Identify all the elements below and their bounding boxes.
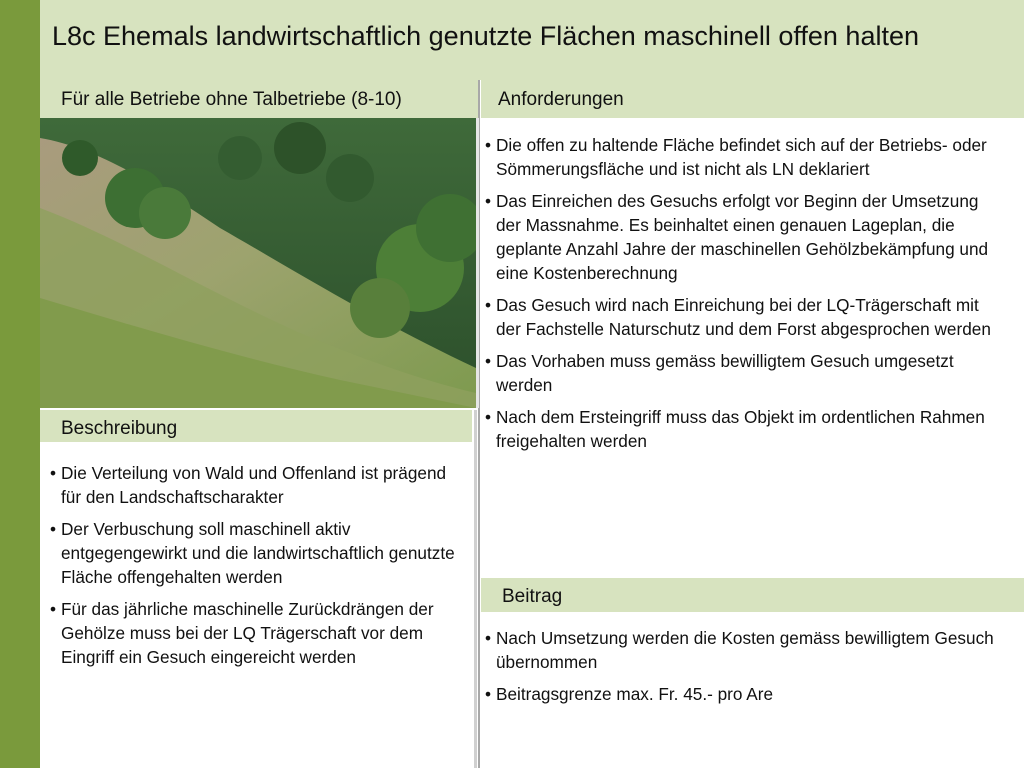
list-item [50, 597, 465, 669]
list-item-text: Der Verbuschung soll maschinell aktiv entgegengewirkt und die landwirtschaftlich genutzte Fläche offengehalten werden [61, 519, 455, 587]
hillside-photo [40, 118, 479, 408]
list-item [485, 189, 995, 285]
list-item-text: Das Vorhaben muss gemäss bewilligtem Gesuch umgesetzt werden [496, 351, 954, 395]
list-item-text: Das Einreichen des Gesuchs erfolgt vor Beginn der Umsetzung der Massnahme. Es beinhaltet einen genauen Lageplan, die geplante Anzahl Jahre der maschinellen Gehölzbekämpfung und eine Kostenberechnung [496, 191, 989, 283]
title-band [40, 0, 1024, 80]
hillside-photo-graphic [40, 118, 476, 408]
list-item-text: Für das jährliche maschinelle Zurückdrängen der Gehölze muss bei der LQ Trägerschaft vor dem Eingriff ein Gesuch eingereicht werden [61, 599, 434, 667]
list-item-text: Die Verteilung von Wald und Offenland ist prägend für den Landschaftscharakter [61, 463, 447, 507]
list-item [50, 461, 465, 509]
list-item [485, 293, 995, 341]
list-item [485, 133, 995, 181]
anforderungen-header [481, 80, 1024, 118]
bullet-icon: • [485, 351, 492, 371]
bullet-icon: • [485, 407, 492, 427]
accent-bar [0, 0, 40, 768]
bullet-icon: • [485, 628, 492, 648]
bullet-icon: • [485, 135, 492, 155]
anforderungen-list [485, 133, 995, 461]
left-column-border [474, 410, 477, 768]
list-item [485, 405, 995, 453]
page-title: L8c Ehemals landwirtschaftlich genutzte Flächen maschinell offen halten [52, 21, 919, 51]
beschreibung-list [50, 461, 465, 677]
list-item-text: Nach dem Ersteingriff muss das Objekt im ordentlichen Rahmen freigehalten werden [496, 407, 985, 451]
beitrag-list [485, 626, 995, 714]
anforderungen-heading: Anforderungen [498, 89, 624, 110]
scope-header-label: Für alle Betriebe ohne Talbetriebe (8-10) [61, 89, 402, 110]
bullet-icon: • [485, 684, 492, 704]
beitrag-header [481, 578, 1024, 612]
scope-header [40, 80, 478, 118]
bullet-icon: • [485, 295, 492, 315]
bullet-icon: • [50, 519, 57, 539]
list-item [485, 626, 995, 674]
bullet-icon: • [485, 191, 492, 211]
list-item [485, 349, 995, 397]
list-item [485, 682, 995, 706]
bullet-icon: • [50, 599, 57, 619]
beitrag-heading: Beitrag [502, 586, 563, 607]
list-item-text: Beitragsgrenze max. Fr. 45.- pro Are [496, 684, 774, 704]
list-item-text: Das Gesuch wird nach Einreichung bei der LQ-Trägerschaft mit der Fachstelle Naturschutz und dem Forst abgesprochen werden [496, 295, 991, 339]
bullet-icon: • [50, 463, 57, 483]
list-item [50, 517, 465, 589]
beschreibung-header [40, 410, 472, 442]
list-item-text: Nach Umsetzung werden die Kosten gemäss bewilligtem Gesuch übernommen [496, 628, 994, 672]
list-item-text: Die offen zu haltende Fläche befindet sich auf der Betriebs- oder Sömmerungsfläche und ist nicht als LN deklariert [496, 135, 987, 179]
beschreibung-heading: Beschreibung [61, 418, 178, 439]
